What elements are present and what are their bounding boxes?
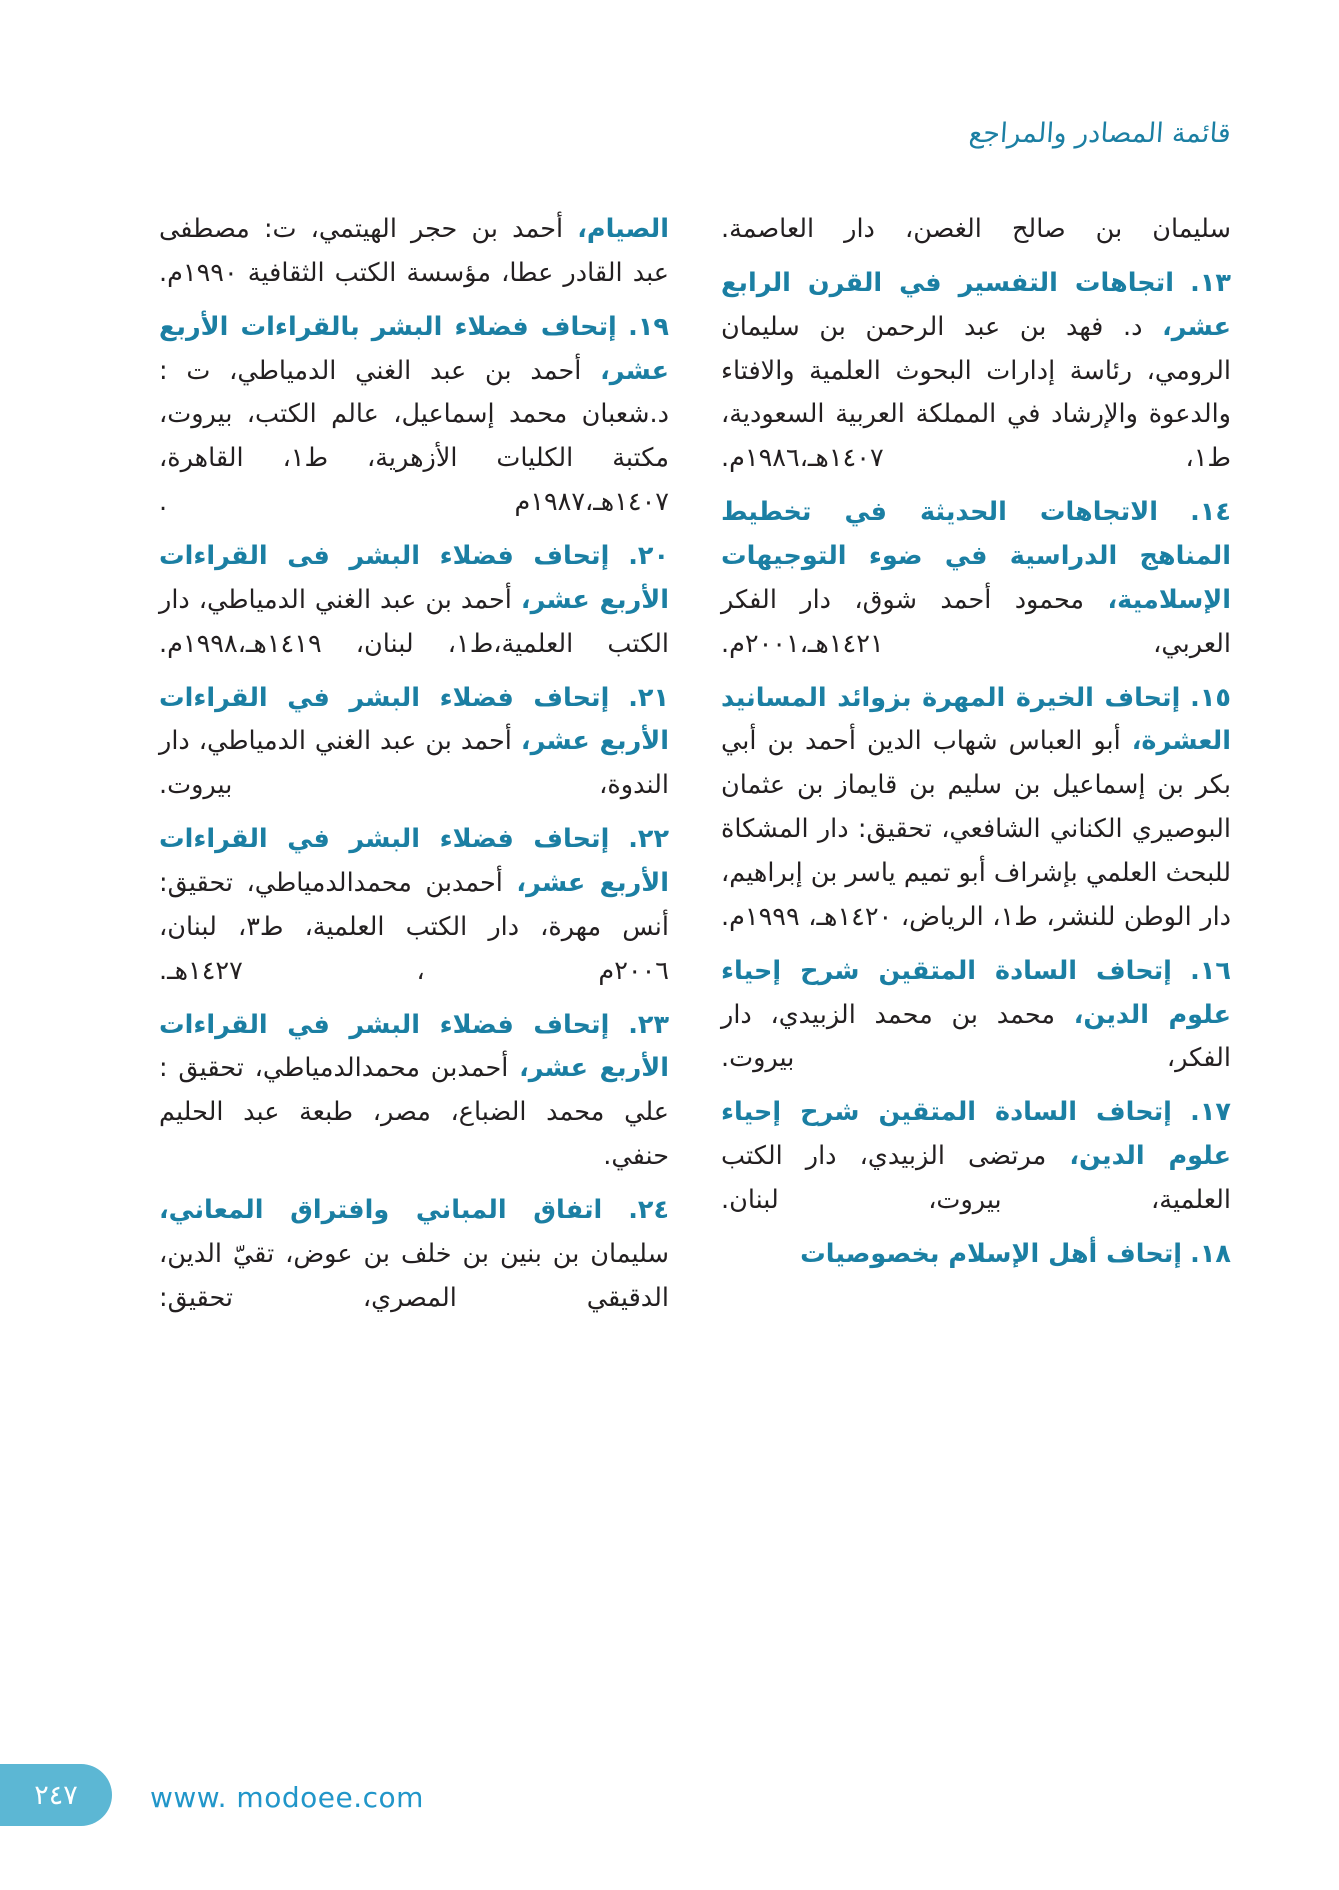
entry-number: ٢٣. bbox=[628, 1009, 670, 1040]
entry-title: إتحاف السادة المتقين شرح إحياء علوم الدين، bbox=[721, 1097, 1231, 1172]
entry-number: ١٩. bbox=[628, 311, 669, 342]
list-item bbox=[159, 1004, 669, 1179]
entry-title: إتحاف فضلاء البشر فى القراءات الأربع عشر، bbox=[159, 541, 670, 615]
entry-title: اتفاق المباني وافتراق المعاني، bbox=[159, 1195, 603, 1226]
entry-continuation-title: الصيام، bbox=[577, 214, 669, 244]
entry-number: ١٧. bbox=[1190, 1097, 1231, 1128]
list-item bbox=[721, 491, 1231, 666]
entry-title: إتحاف فضلاء البشر بالقراءات الأربع عشر، bbox=[159, 311, 669, 386]
entry-body: سليمان بن بنين بن خلف بن عوض، تقيّ الدين، الدقيقي المصري، تحقيق: bbox=[159, 1238, 669, 1313]
site-url-link[interactable]: www. modoee.com bbox=[150, 1781, 424, 1814]
list-item bbox=[159, 677, 669, 809]
entry-body: أحمد بن عبد الغني الدمياطي، ت : د.شعبان محمد إسماعيل، عالم الكتب، بيروت، مكتبة الكليات الأزهرية، ط١، القاهرة، ١٤٠٧هـ،١٩٨٧م . bbox=[159, 355, 669, 518]
entry-number: ١٥. bbox=[1190, 682, 1231, 713]
list-item bbox=[721, 950, 1231, 1082]
entry-title: الاتجاهات الحديثة في تخطيط المناهج الدراسية في ضوء التوجيهات الإسلامية، bbox=[721, 497, 1231, 615]
entry-number: ١٤. bbox=[1190, 497, 1231, 528]
entry-number: ٢٤. bbox=[628, 1195, 670, 1226]
list-item bbox=[159, 535, 669, 667]
entry-body: د. فهد بن عبد الرحمن بن سليمان الرومي، رئاسة إدارات البحوث العلمية والافتاء والدعوة والإرشاد في المملكة العربية السعودية، ط١، ١٤٠٧هـ،١٩٨٦م. bbox=[721, 311, 1231, 474]
entry-title: اتجاهات التفسير في القرن الرابع عشر، bbox=[721, 267, 1232, 342]
entry-body: أحمدبن محمدالدمياطي، تحقيق: أنس مهرة، دار الكتب العلمية، ط٣، لبنان، ٢٠٠٦م ، ١٤٢٧هـ. bbox=[159, 868, 669, 986]
entry-number: ١٣. bbox=[1190, 267, 1231, 298]
page-header-title: قائمة المصادر والمراجع bbox=[968, 118, 1233, 149]
list-item bbox=[721, 1233, 1231, 1277]
list-item bbox=[721, 677, 1231, 940]
column-left bbox=[159, 208, 669, 1738]
entry-body: أحمد بن عبد الغني الدمياطي، دار الندوة، بيروت. bbox=[159, 726, 669, 801]
entry-body: مرتضى الزبيدي، دار الكتب العلمية، بيروت، لبنان. bbox=[721, 1141, 1231, 1216]
list-item bbox=[159, 818, 669, 993]
entry-number: ٢١. bbox=[628, 682, 670, 713]
entry-continuation: سليمان بن صالح الغصن، دار العاصمة. bbox=[721, 214, 1231, 244]
page-edge-left bbox=[0, 0, 14, 1890]
entry-title: إتحاف فضلاء البشر في القراءات الأربع عشر، bbox=[159, 824, 670, 899]
entry-continuation-body: أحمد بن حجر الهيتمي، ت: مصطفى عبد القادر عطا، مؤسسة الكتب الثقافية ١٩٩٠م. bbox=[159, 214, 669, 288]
page-edge-right bbox=[1325, 0, 1339, 1890]
entry-body: محمود أحمد شوق، دار الفكر العربي، ١٤٢١هـ،٢٠٠١م. bbox=[721, 584, 1231, 659]
list-item bbox=[159, 306, 669, 525]
list-item bbox=[721, 1091, 1231, 1223]
page-footer bbox=[0, 1760, 1339, 1826]
entry-number: ١٦. bbox=[1190, 955, 1231, 986]
page-content bbox=[108, 208, 1231, 1738]
entry-title: إتحاف فضلاء البشر في القراءات الأربع عشر، bbox=[159, 1009, 670, 1084]
page-number-badge: ٢٤٧ bbox=[0, 1764, 112, 1826]
entry-body: محمد بن محمد الزبيدي، دار الفكر، بيروت. bbox=[721, 999, 1231, 1074]
entry-number: ٢٠. bbox=[628, 541, 670, 572]
entry-number: ٢٢. bbox=[628, 824, 670, 855]
entry-title: إتحاف السادة المتقين شرح إحياء علوم الدين، bbox=[721, 955, 1231, 1030]
list-item bbox=[159, 1189, 669, 1321]
column-right bbox=[721, 208, 1231, 1738]
entry-body: أحمدبن محمدالدمياطي، تحقيق : علي محمد الضباع، مصر، طبعة عبد الحليم حنفي. bbox=[159, 1053, 669, 1172]
entry-body: أحمد بن عبد الغني الدمياطي، دار الكتب العلمية،ط١، لبنان، ١٤١٩هـ،١٩٩٨م. bbox=[159, 584, 670, 659]
entry-title: إتحاف الخيرة المهرة بزوائد المسانيد العشرة، bbox=[721, 682, 1231, 757]
entry-body: أبو العباس شهاب الدين أحمد بن أبي بكر بن إسماعيل بن سليم بن قايماز بن عثمان البوصيري الكناني الشافعي، تحقيق: دار المشكاة للبحث العلمي بإشراف أبو تميم ياسر بن إبراهيم، دار الوطن للنشر، ط١، الرياض، ١٤٢٠هـ، ١٩٩٩م. bbox=[721, 726, 1232, 932]
entry-continuation bbox=[159, 208, 669, 296]
entry-title: إتحاف أهل الإسلام بخصوصيات bbox=[800, 1238, 1183, 1269]
list-item bbox=[721, 262, 1231, 481]
entry-number: ١٨. bbox=[1190, 1238, 1231, 1269]
entry-title: إتحاف فضلاء البشر في القراءات الأربع عشر، bbox=[159, 682, 670, 757]
page-header bbox=[108, 118, 1231, 174]
